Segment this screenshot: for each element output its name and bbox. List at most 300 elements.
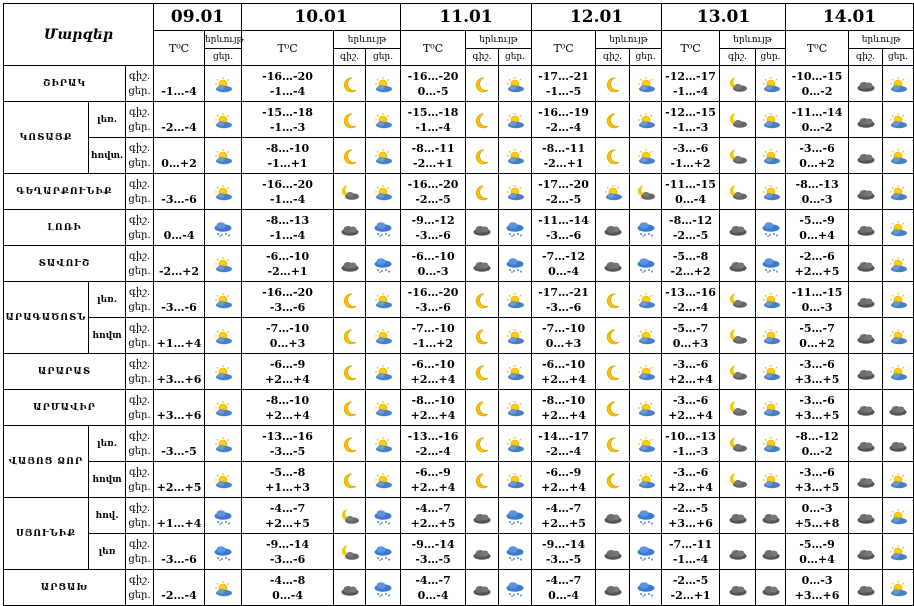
- day-phenomenon: [630, 66, 662, 102]
- temperature-range: [532, 102, 596, 138]
- night-phenomenon: [334, 534, 366, 570]
- temperature-range: [786, 210, 849, 246]
- night-temperature: 0…-3: [801, 573, 833, 587]
- moon-icon: [603, 329, 623, 345]
- moon-icon: [472, 473, 492, 489]
- night-temperature: -6…-9: [269, 357, 306, 371]
- night-phenomenon: [334, 102, 366, 138]
- night-temperature: -6…-10: [411, 357, 455, 371]
- night-temperature: -16…-20: [262, 69, 313, 83]
- temp-header: T⁰C: [242, 31, 334, 66]
- day-temperature: +2…+4: [265, 372, 310, 386]
- day-temperature: -2…-5: [415, 192, 451, 206]
- day-temperature: +2…+5: [265, 516, 310, 530]
- night-temperature: -5…-8: [269, 465, 306, 479]
- day-temperature: +3…+6: [668, 516, 713, 530]
- day-phenomenon: [366, 246, 401, 282]
- day-phenomenon: [499, 354, 532, 390]
- temperature-range: [786, 426, 849, 462]
- day-phenomenon: [756, 210, 786, 246]
- sun-cloud-icon: [761, 77, 781, 93]
- night-phenomenon: [849, 390, 883, 426]
- night-temperature: -3…-6: [799, 141, 835, 155]
- night-temperature: -3…-6: [799, 393, 835, 407]
- night-phenomenon: [720, 174, 756, 210]
- sun-cloud-icon: [373, 293, 393, 309]
- sun-cloud-icon: [213, 581, 233, 597]
- night-temperature: -17…-20: [538, 177, 589, 191]
- temperature-range: [532, 354, 596, 390]
- day-phenomenon: [366, 498, 401, 534]
- day-phenomenon: [630, 174, 662, 210]
- temperature-range: [242, 462, 334, 498]
- moon-icon: [340, 149, 360, 165]
- night-phenomenon: [720, 570, 756, 606]
- day-phenomenon: [883, 570, 914, 606]
- night-temperature: -13…-16: [665, 285, 716, 299]
- night-phenomenon: [334, 318, 366, 354]
- sun-cloud-icon: [373, 113, 393, 129]
- temperature-range: [532, 318, 596, 354]
- temperature-range: [401, 102, 466, 138]
- day-temperature: +3…+5: [794, 408, 840, 422]
- phenomenon-cell: [205, 282, 242, 318]
- temperature-range: [401, 318, 466, 354]
- cloud-icon: [856, 545, 876, 561]
- night-phenomenon: [720, 534, 756, 570]
- moon-icon: [340, 401, 360, 417]
- temperature-range: [532, 570, 596, 606]
- cloud-icon: [603, 545, 623, 561]
- night-temperature: -3…-6: [672, 393, 709, 407]
- sun-cloud-icon: [888, 581, 908, 597]
- day-phenomenon: [366, 318, 401, 354]
- cloud-icon: [603, 509, 623, 525]
- phenomenon-cell: [205, 102, 242, 138]
- date-header: 10.01: [242, 4, 401, 31]
- sun-cloud-icon: [505, 473, 525, 489]
- night-phenomenon: [596, 174, 630, 210]
- moon-cloud-icon: [728, 473, 748, 489]
- cloud-icon: [728, 509, 748, 525]
- moon-cloud-icon: [728, 293, 748, 309]
- day-temperature: -2…-4: [672, 300, 709, 314]
- night-phenomenon: [596, 498, 630, 534]
- temperature-range: [532, 426, 596, 462]
- temperature-range: [786, 318, 849, 354]
- night-temperature: -15…-18: [262, 105, 313, 119]
- temperature-range: [532, 138, 596, 174]
- sun-cloud-icon: [505, 77, 525, 93]
- cloud-icon: [856, 77, 876, 93]
- temperature-range: [662, 174, 720, 210]
- sun-cloud-icon: [761, 149, 781, 165]
- night-phenomenon: [334, 174, 366, 210]
- night-phenomenon: [466, 102, 499, 138]
- sun-cloud-icon: [373, 365, 393, 381]
- night-phenomenon: [334, 354, 366, 390]
- night-label: գիշ.: [849, 49, 883, 66]
- temperature-range: [786, 102, 849, 138]
- temperature-range: [532, 498, 596, 534]
- moon-cloud-icon: [728, 329, 748, 345]
- snow-cloud-icon: [373, 257, 393, 273]
- night-phenomenon: [334, 66, 366, 102]
- night-day-label: գիշ. ցեր.: [126, 138, 154, 174]
- sun-cloud-icon: [636, 473, 656, 489]
- subregion-label: հով.: [89, 498, 126, 534]
- day-phenomenon: [883, 102, 914, 138]
- night-phenomenon: [596, 102, 630, 138]
- night-phenomenon: [334, 282, 366, 318]
- day-phenomenon: [366, 534, 401, 570]
- day-phenomenon: [366, 282, 401, 318]
- day-phenomenon: [883, 354, 914, 390]
- day-temperature: 0…-3: [801, 300, 833, 314]
- day-phenomenon: [499, 138, 532, 174]
- night-phenomenon: [596, 390, 630, 426]
- moon-icon: [472, 329, 492, 345]
- day-temperature: -1…-4: [269, 228, 306, 242]
- night-temperature: -4…-7: [545, 501, 582, 515]
- date-header: 14.01: [786, 4, 914, 31]
- temperature-range: [401, 210, 466, 246]
- temperature-range: [532, 390, 596, 426]
- day-phenomenon: [756, 426, 786, 462]
- temperature-range: [242, 426, 334, 462]
- table-row: [4, 390, 914, 426]
- night-phenomenon: [596, 138, 630, 174]
- sun-cloud-icon: [213, 365, 233, 381]
- night-temperature: -7…-11: [669, 537, 713, 551]
- night-temperature: -3…-6: [672, 357, 709, 371]
- night-phenomenon: [720, 246, 756, 282]
- day-temperature: 0…-2: [801, 444, 833, 458]
- sun-cloud-icon: [636, 401, 656, 417]
- sun-cloud-icon: [373, 77, 393, 93]
- night-temperature: -4…-7: [545, 573, 582, 587]
- day-temperature: 0…+3: [269, 336, 306, 350]
- snow-cloud-icon: [213, 221, 233, 237]
- night-temperature: -6…-9: [415, 465, 451, 479]
- day-temperature: 0…-4: [675, 192, 706, 206]
- day-phenomenon: [883, 66, 914, 102]
- sun-cloud-icon: [213, 473, 233, 489]
- snow-cloud-icon: [213, 545, 233, 561]
- day-phenomenon: [883, 498, 914, 534]
- night-temperature: -13…-16: [262, 429, 313, 443]
- night-phenomenon: [334, 138, 366, 174]
- temperature-range: [401, 498, 466, 534]
- sun-cloud-icon: [761, 437, 781, 453]
- night-temperature: -14…-17: [538, 429, 589, 443]
- night-temperature: -8…-11: [411, 141, 455, 155]
- cloud-icon: [856, 581, 876, 597]
- temperature-range: [242, 534, 334, 570]
- night-phenomenon: [466, 570, 499, 606]
- snow-cloud-icon: [373, 545, 393, 561]
- day-temperature: +2…+4: [668, 372, 713, 386]
- temperature-range: [401, 66, 466, 102]
- sun-cloud-icon: [636, 77, 656, 93]
- moon-icon: [472, 365, 492, 381]
- day-label: ցեր.: [205, 49, 242, 66]
- night-temperature: -8…-10: [266, 141, 310, 155]
- day-phenomenon: [499, 534, 532, 570]
- phenomenon-cell: [205, 318, 242, 354]
- night-phenomenon: [596, 426, 630, 462]
- sun-cloud-icon: [373, 329, 393, 345]
- night-temperature: -2…-5: [672, 573, 709, 587]
- day-temperature: 0…+2: [799, 156, 835, 170]
- sun-cloud-icon: [761, 473, 781, 489]
- region-name: ՇԻՐԱԿ: [4, 66, 126, 102]
- day-temperature: +3…+6: [794, 588, 840, 602]
- night-temperature: -6…-10: [266, 249, 310, 263]
- night-phenomenon: [849, 102, 883, 138]
- night-phenomenon: [596, 66, 630, 102]
- table-row: [4, 246, 914, 282]
- temperature-range: [401, 174, 466, 210]
- moon-icon: [340, 329, 360, 345]
- day-phenomenon: [756, 318, 786, 354]
- day-temperature: 0…-3: [801, 192, 833, 206]
- temperature-range: [662, 282, 720, 318]
- day-phenomenon: [366, 210, 401, 246]
- sun-cloud-icon: [761, 185, 781, 201]
- day-temperature: +2…+4: [265, 408, 310, 422]
- night-temperature: -2…-6: [799, 249, 835, 263]
- night-phenomenon: [596, 570, 630, 606]
- night-phenomenon: [466, 354, 499, 390]
- phenomenon-header: երևույթ: [849, 31, 914, 49]
- moon-icon: [603, 149, 623, 165]
- night-phenomenon: [849, 174, 883, 210]
- snow-cloud-icon: [761, 257, 781, 273]
- night-day-label: գիշ. ցեր.: [126, 174, 154, 210]
- moon-cloud-icon: [728, 401, 748, 417]
- sun-cloud-icon: [505, 293, 525, 309]
- sun-cloud-icon: [505, 113, 525, 129]
- forecast-table: [3, 3, 914, 606]
- night-phenomenon: [466, 174, 499, 210]
- cloud-icon: [603, 221, 623, 237]
- cloud-icon: [856, 437, 876, 453]
- night-phenomenon: [849, 282, 883, 318]
- day-phenomenon: [883, 246, 914, 282]
- sun-cloud-icon: [213, 77, 233, 93]
- night-temperature: -7…-10: [542, 321, 586, 335]
- temperature-range: [401, 354, 466, 390]
- night-temperature: -4…-7: [269, 501, 306, 515]
- night-phenomenon: [720, 354, 756, 390]
- night-temperature: -11…-15: [791, 285, 843, 299]
- night-phenomenon: [720, 498, 756, 534]
- night-temperature: -13…-16: [407, 429, 459, 443]
- day-phenomenon: [630, 462, 662, 498]
- night-phenomenon: [849, 318, 883, 354]
- sun-cloud-icon: [373, 149, 393, 165]
- moon-cloud-icon: [728, 149, 748, 165]
- day-temperature: +3…+5: [794, 372, 840, 386]
- night-phenomenon: [466, 534, 499, 570]
- day-phenomenon: [756, 390, 786, 426]
- table-row: [4, 282, 914, 318]
- day-temperature: +2…+4: [541, 372, 586, 386]
- day-temperature: +1…+4: [154, 318, 205, 354]
- temperature-range: [242, 318, 334, 354]
- day-temperature: -1…-3: [672, 120, 709, 134]
- day-temperature: -3…-6: [545, 300, 582, 314]
- night-temperature: -7…-10: [411, 321, 455, 335]
- moon-cloud-icon: [728, 437, 748, 453]
- day-phenomenon: [499, 174, 532, 210]
- night-phenomenon: [596, 318, 630, 354]
- table-row: [4, 426, 914, 462]
- sun-cloud-icon: [603, 185, 623, 201]
- night-phenomenon: [334, 210, 366, 246]
- moon-icon: [472, 149, 492, 165]
- day-label: ցեր.: [883, 49, 914, 66]
- night-temperature: -8…-10: [542, 393, 586, 407]
- temperature-range: [401, 570, 466, 606]
- table-row: [4, 570, 914, 606]
- night-temperature: -6…-10: [542, 357, 586, 371]
- sun-cloud-icon: [636, 365, 656, 381]
- sun-cloud-icon: [505, 365, 525, 381]
- day-phenomenon: [756, 354, 786, 390]
- day-temperature: 0…+3: [545, 336, 582, 350]
- sun-cloud-icon: [888, 221, 908, 237]
- cloud-icon: [856, 509, 876, 525]
- day-phenomenon: [756, 498, 786, 534]
- night-label: գիշ.: [596, 49, 630, 66]
- moon-icon: [603, 365, 623, 381]
- phenomenon-cell: [205, 246, 242, 282]
- temperature-range: [532, 462, 596, 498]
- day-phenomenon: [630, 102, 662, 138]
- temperature-range: [401, 282, 466, 318]
- night-temperature: -12…-17: [665, 69, 716, 83]
- moon-icon: [340, 113, 360, 129]
- day-temperature: 0…-2: [801, 120, 833, 134]
- moon-cloud-icon: [340, 185, 360, 201]
- temperature-range: [401, 426, 466, 462]
- night-phenomenon: [720, 66, 756, 102]
- temperature-range: [242, 102, 334, 138]
- night-temperature: -9…-14: [542, 537, 586, 551]
- sun-cloud-icon: [888, 329, 908, 345]
- cloud-icon: [728, 221, 748, 237]
- moon-icon: [340, 293, 360, 309]
- temperature-range: [532, 210, 596, 246]
- night-phenomenon: [596, 354, 630, 390]
- phenomenon-header: երևույթ: [720, 31, 786, 49]
- night-temperature: -7…-12: [542, 249, 586, 263]
- date-header: 12.01: [532, 4, 662, 31]
- moon-cloud-icon: [340, 509, 360, 525]
- sun-cloud-icon: [636, 293, 656, 309]
- night-label: գիշ.: [334, 49, 366, 66]
- night-phenomenon: [720, 102, 756, 138]
- night-day-label: գիշ. ցեր.: [126, 246, 154, 282]
- day-label: ցեր.: [499, 49, 532, 66]
- day-temperature: +2…+4: [541, 480, 586, 494]
- day-temperature: -3…-5: [545, 552, 582, 566]
- day-temperature: -1…-4: [415, 120, 451, 134]
- temperature-range: [401, 138, 466, 174]
- day-temperature: -2…-4: [545, 120, 582, 134]
- region-name: ՏԱՎՈՒՇ: [4, 246, 126, 282]
- night-phenomenon: [720, 210, 756, 246]
- moon-icon: [603, 113, 623, 129]
- sun-cloud-icon: [888, 185, 908, 201]
- temperature-range: [786, 282, 849, 318]
- day-temperature: 0…-4: [417, 588, 449, 602]
- temperature-range: [242, 570, 334, 606]
- night-phenomenon: [849, 498, 883, 534]
- cloud-icon: [761, 509, 781, 525]
- night-temperature: -8…-11: [542, 141, 586, 155]
- day-phenomenon: [756, 570, 786, 606]
- sun-cloud-icon: [761, 293, 781, 309]
- sun-cloud-icon: [373, 401, 393, 417]
- table-row: [4, 318, 914, 354]
- night-phenomenon: [720, 138, 756, 174]
- day-temperature: -2…-5: [545, 192, 582, 206]
- moon-icon: [472, 77, 492, 93]
- day-temperature: +2…+4: [410, 480, 456, 494]
- temp-header: T⁰C: [786, 31, 849, 66]
- night-phenomenon: [466, 282, 499, 318]
- day-temperature: -2…+2: [670, 264, 711, 278]
- snow-cloud-icon: [505, 509, 525, 525]
- day-temperature: -3…-5: [415, 552, 451, 566]
- day-phenomenon: [630, 138, 662, 174]
- day-phenomenon: [499, 318, 532, 354]
- temperature-range: [242, 174, 334, 210]
- temperature-range: [662, 318, 720, 354]
- temperature-range: [401, 534, 466, 570]
- night-phenomenon: [849, 138, 883, 174]
- temperature-range: [786, 570, 849, 606]
- night-temperature: -5…-7: [799, 321, 835, 335]
- night-phenomenon: [720, 390, 756, 426]
- night-temperature: -9…-12: [411, 213, 455, 227]
- night-day-label: գիշ. ցեր.: [126, 570, 154, 606]
- night-phenomenon: [466, 246, 499, 282]
- temperature-range: [532, 174, 596, 210]
- moon-icon: [340, 365, 360, 381]
- temperature-range: [662, 210, 720, 246]
- day-temperature: 0…-4: [272, 588, 303, 602]
- moon-icon: [340, 437, 360, 453]
- day-phenomenon: [499, 246, 532, 282]
- day-phenomenon: [499, 282, 532, 318]
- temperature-range: [786, 66, 849, 102]
- day-temperature: +2…+4: [668, 408, 713, 422]
- day-temperature: -2…-4: [545, 444, 582, 458]
- moon-cloud-icon: [728, 77, 748, 93]
- day-phenomenon: [756, 138, 786, 174]
- temp-header: T⁰C: [532, 31, 596, 66]
- night-temperature: -2…-5: [672, 501, 709, 515]
- temperature-range: [786, 390, 849, 426]
- day-temperature: +2…+5: [410, 516, 456, 530]
- day-temperature: -3…-6: [154, 282, 205, 318]
- night-phenomenon: [334, 570, 366, 606]
- moon-icon: [472, 401, 492, 417]
